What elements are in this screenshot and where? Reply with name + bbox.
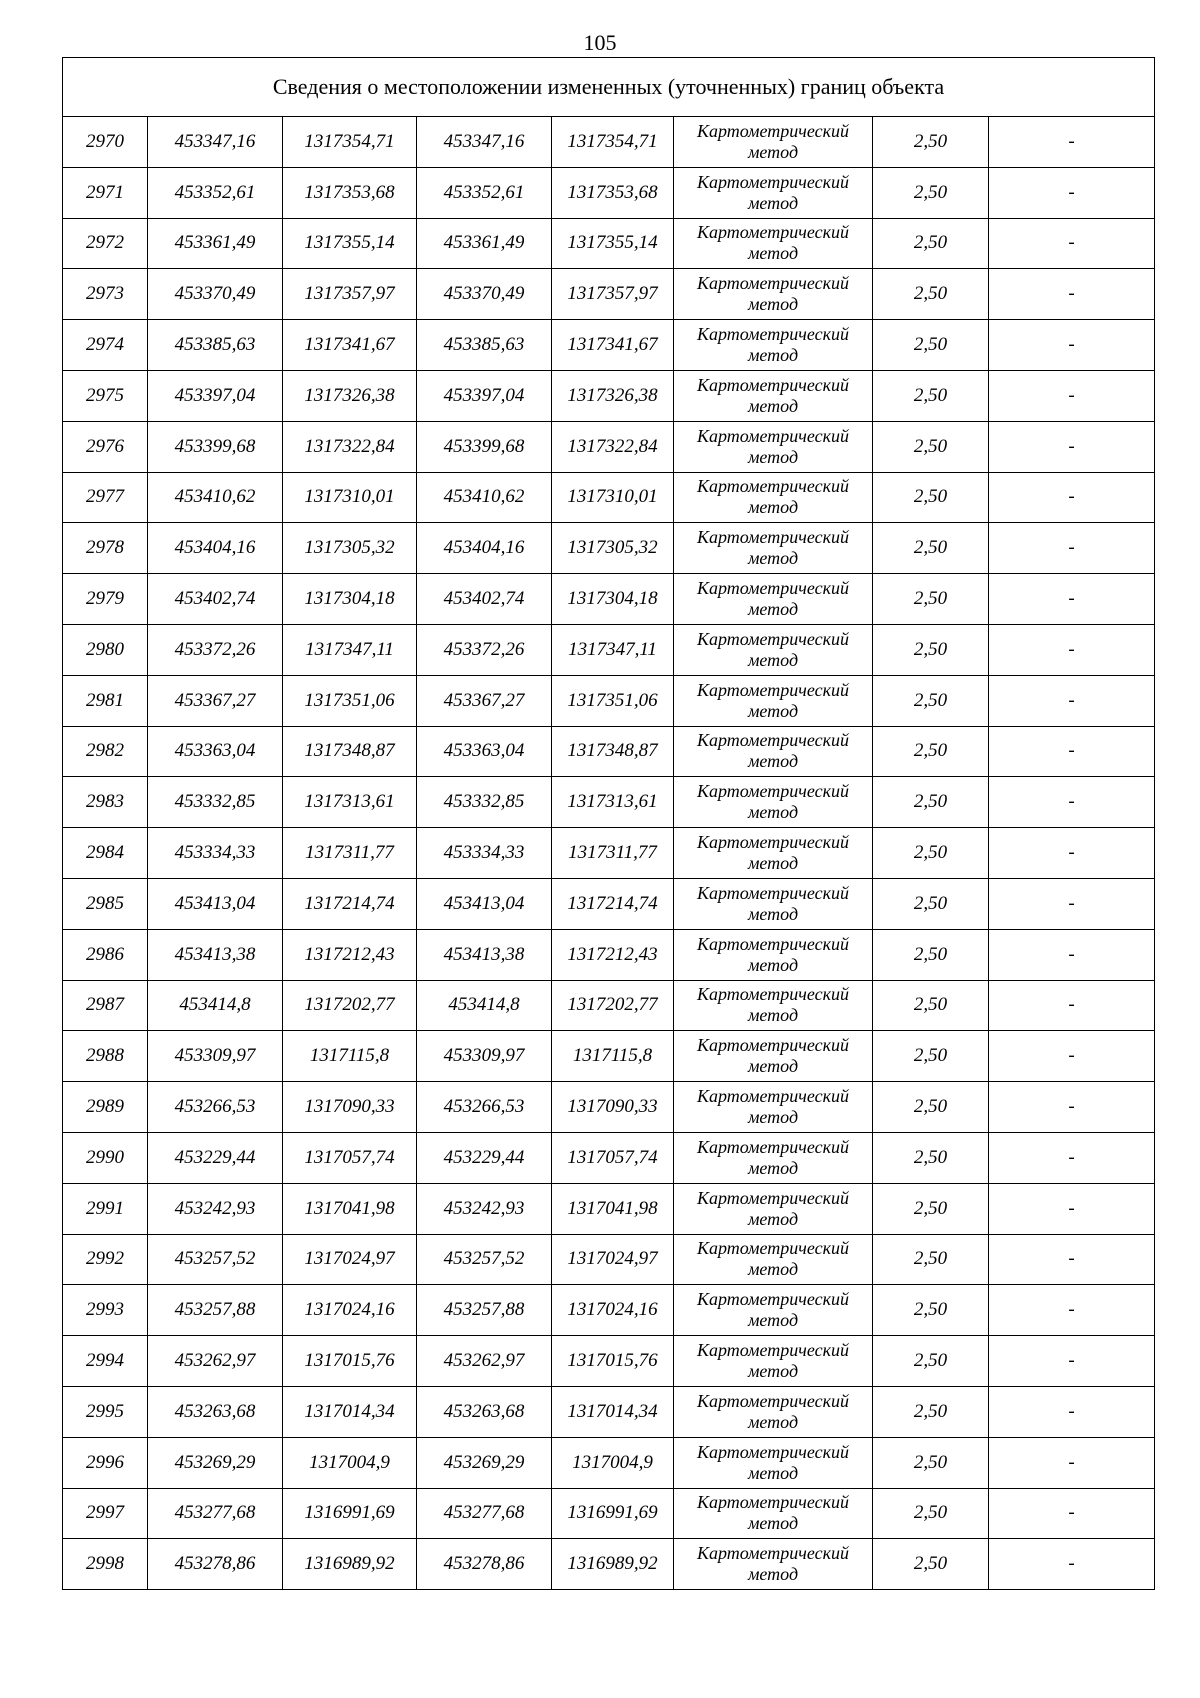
point-number-cell: 2972 <box>63 218 148 269</box>
point-number-cell: 2973 <box>63 269 148 320</box>
note-cell: - <box>989 523 1155 574</box>
method-cell: Картометрический метод <box>674 777 873 828</box>
refined-y-cell: 1317057,74 <box>552 1132 674 1183</box>
table-row <box>63 828 1155 879</box>
refined-x-cell: 453410,62 <box>417 472 552 523</box>
point-number-cell: 2995 <box>63 1386 148 1437</box>
accuracy-cell: 2,50 <box>873 777 989 828</box>
table-row <box>63 777 1155 828</box>
accuracy-cell: 2,50 <box>873 218 989 269</box>
point-number-cell: 2997 <box>63 1488 148 1539</box>
refined-y-cell: 1317310,01 <box>552 472 674 523</box>
table-row <box>63 1234 1155 1285</box>
existing-x-cell: 453363,04 <box>148 726 283 777</box>
accuracy-cell: 2,50 <box>873 1336 989 1387</box>
existing-y-cell: 1317212,43 <box>283 929 417 980</box>
refined-y-cell: 1317014,34 <box>552 1386 674 1437</box>
existing-x-cell: 453263,68 <box>148 1386 283 1437</box>
note-cell: - <box>989 574 1155 625</box>
existing-y-cell: 1317041,98 <box>283 1183 417 1234</box>
point-number-cell: 2983 <box>63 777 148 828</box>
accuracy-cell: 2,50 <box>873 1183 989 1234</box>
existing-y-cell: 1317355,14 <box>283 218 417 269</box>
accuracy-cell: 2,50 <box>873 320 989 371</box>
existing-y-cell: 1317326,38 <box>283 370 417 421</box>
refined-y-cell: 1317024,97 <box>552 1234 674 1285</box>
note-cell: - <box>989 1183 1155 1234</box>
note-cell: - <box>989 1539 1155 1590</box>
existing-y-cell: 1317024,97 <box>283 1234 417 1285</box>
point-number-cell: 2980 <box>63 624 148 675</box>
existing-x-cell: 453257,52 <box>148 1234 283 1285</box>
refined-y-cell: 1317090,33 <box>552 1082 674 1133</box>
table-row <box>63 167 1155 218</box>
accuracy-cell: 2,50 <box>873 1082 989 1133</box>
table-row <box>63 624 1155 675</box>
accuracy-cell: 2,50 <box>873 1285 989 1336</box>
existing-y-cell: 1317024,16 <box>283 1285 417 1336</box>
table-row <box>63 117 1155 168</box>
existing-x-cell: 453257,88 <box>148 1285 283 1336</box>
existing-x-cell: 453332,85 <box>148 777 283 828</box>
note-cell: - <box>989 167 1155 218</box>
method-cell: Картометрический метод <box>674 1031 873 1082</box>
table-row <box>63 1336 1155 1387</box>
accuracy-cell: 2,50 <box>873 472 989 523</box>
existing-y-cell: 1317353,68 <box>283 167 417 218</box>
existing-y-cell: 1317348,87 <box>283 726 417 777</box>
refined-x-cell: 453266,53 <box>417 1082 552 1133</box>
accuracy-cell: 2,50 <box>873 370 989 421</box>
accuracy-cell: 2,50 <box>873 1386 989 1437</box>
existing-y-cell: 1316991,69 <box>283 1488 417 1539</box>
existing-x-cell: 453352,61 <box>148 167 283 218</box>
page-number: 105 <box>583 30 617 55</box>
refined-x-cell: 453385,63 <box>417 320 552 371</box>
method-cell: Картометрический метод <box>674 218 873 269</box>
method-cell: Картометрический метод <box>674 117 873 168</box>
accuracy-cell: 2,50 <box>873 1234 989 1285</box>
method-cell: Картометрический метод <box>674 1488 873 1539</box>
table-row <box>63 218 1155 269</box>
existing-y-cell: 1317313,61 <box>283 777 417 828</box>
boundary-coordinates-table <box>62 57 1155 1590</box>
point-number-cell: 2994 <box>63 1336 148 1387</box>
note-cell: - <box>989 1031 1155 1082</box>
refined-y-cell: 1317313,61 <box>552 777 674 828</box>
method-cell: Картометрический метод <box>674 726 873 777</box>
method-cell: Картометрический метод <box>674 167 873 218</box>
refined-y-cell: 1316989,92 <box>552 1539 674 1590</box>
table-row <box>63 675 1155 726</box>
existing-x-cell: 453266,53 <box>148 1082 283 1133</box>
note-cell: - <box>989 675 1155 726</box>
point-number-cell: 2993 <box>63 1285 148 1336</box>
refined-x-cell: 453363,04 <box>417 726 552 777</box>
method-cell: Картометрический метод <box>674 320 873 371</box>
existing-x-cell: 453269,29 <box>148 1437 283 1488</box>
table-row <box>63 726 1155 777</box>
method-cell: Картометрический метод <box>674 980 873 1031</box>
existing-x-cell: 453410,62 <box>148 472 283 523</box>
point-number-cell: 2977 <box>63 472 148 523</box>
point-number-cell: 2984 <box>63 828 148 879</box>
table-title-row <box>63 58 1155 117</box>
accuracy-cell: 2,50 <box>873 878 989 929</box>
method-cell: Картометрический метод <box>674 929 873 980</box>
method-cell: Картометрический метод <box>674 1183 873 1234</box>
note-cell: - <box>989 1336 1155 1387</box>
table-row <box>63 1082 1155 1133</box>
table-body <box>63 117 1155 1590</box>
existing-x-cell: 453404,16 <box>148 523 283 574</box>
existing-y-cell: 1317090,33 <box>283 1082 417 1133</box>
table-row <box>63 878 1155 929</box>
refined-x-cell: 453332,85 <box>417 777 552 828</box>
refined-y-cell: 1317041,98 <box>552 1183 674 1234</box>
point-number-cell: 2989 <box>63 1082 148 1133</box>
method-cell: Картометрический метод <box>674 523 873 574</box>
point-number-cell: 2978 <box>63 523 148 574</box>
table-row <box>63 574 1155 625</box>
table-row <box>63 320 1155 371</box>
refined-x-cell: 453361,49 <box>417 218 552 269</box>
refined-x-cell: 453262,97 <box>417 1336 552 1387</box>
refined-y-cell: 1317348,87 <box>552 726 674 777</box>
existing-x-cell: 453277,68 <box>148 1488 283 1539</box>
table-row <box>63 980 1155 1031</box>
note-cell: - <box>989 1386 1155 1437</box>
table-row <box>63 472 1155 523</box>
note-cell: - <box>989 777 1155 828</box>
note-cell: - <box>989 1082 1155 1133</box>
refined-y-cell: 1317322,84 <box>552 421 674 472</box>
method-cell: Картометрический метод <box>674 1285 873 1336</box>
refined-x-cell: 453263,68 <box>417 1386 552 1437</box>
note-cell: - <box>989 828 1155 879</box>
accuracy-cell: 2,50 <box>873 167 989 218</box>
refined-x-cell: 453229,44 <box>417 1132 552 1183</box>
refined-y-cell: 1317351,06 <box>552 675 674 726</box>
accuracy-cell: 2,50 <box>873 1437 989 1488</box>
table-row <box>63 1285 1155 1336</box>
note-cell: - <box>989 624 1155 675</box>
refined-y-cell: 1317115,8 <box>552 1031 674 1082</box>
refined-y-cell: 1317354,71 <box>552 117 674 168</box>
refined-x-cell: 453242,93 <box>417 1183 552 1234</box>
note-cell: - <box>989 1132 1155 1183</box>
accuracy-cell: 2,50 <box>873 1488 989 1539</box>
point-number-cell: 2982 <box>63 726 148 777</box>
existing-x-cell: 453413,04 <box>148 878 283 929</box>
point-number-cell: 2971 <box>63 167 148 218</box>
point-number-cell: 2970 <box>63 117 148 168</box>
point-number-cell: 2976 <box>63 421 148 472</box>
accuracy-cell: 2,50 <box>873 1031 989 1082</box>
refined-x-cell: 453309,97 <box>417 1031 552 1082</box>
refined-x-cell: 453372,26 <box>417 624 552 675</box>
existing-x-cell: 453278,86 <box>148 1539 283 1590</box>
refined-y-cell: 1317212,43 <box>552 929 674 980</box>
refined-x-cell: 453367,27 <box>417 675 552 726</box>
existing-x-cell: 453347,16 <box>148 117 283 168</box>
note-cell: - <box>989 1437 1155 1488</box>
refined-x-cell: 453352,61 <box>417 167 552 218</box>
refined-y-cell: 1317353,68 <box>552 167 674 218</box>
existing-y-cell: 1317347,11 <box>283 624 417 675</box>
method-cell: Картометрический метод <box>674 269 873 320</box>
existing-y-cell: 1317004,9 <box>283 1437 417 1488</box>
refined-y-cell: 1317304,18 <box>552 574 674 625</box>
refined-y-cell: 1317355,14 <box>552 218 674 269</box>
note-cell: - <box>989 370 1155 421</box>
refined-x-cell: 453278,86 <box>417 1539 552 1590</box>
refined-x-cell: 453413,38 <box>417 929 552 980</box>
existing-x-cell: 453370,49 <box>148 269 283 320</box>
method-cell: Картометрический метод <box>674 421 873 472</box>
point-number-cell: 2975 <box>63 370 148 421</box>
refined-x-cell: 453402,74 <box>417 574 552 625</box>
method-cell: Картометрический метод <box>674 1234 873 1285</box>
table-title: Сведения о местоположении измененных (уточненных) границ объекта <box>63 58 1155 117</box>
existing-y-cell: 1316989,92 <box>283 1539 417 1590</box>
table-row <box>63 269 1155 320</box>
accuracy-cell: 2,50 <box>873 269 989 320</box>
existing-x-cell: 453402,74 <box>148 574 283 625</box>
existing-y-cell: 1317014,34 <box>283 1386 417 1437</box>
existing-y-cell: 1317310,01 <box>283 472 417 523</box>
table-row <box>63 523 1155 574</box>
table-row <box>63 1031 1155 1082</box>
table-row <box>63 1386 1155 1437</box>
method-cell: Картометрический метод <box>674 878 873 929</box>
refined-y-cell: 1317024,16 <box>552 1285 674 1336</box>
table-row <box>63 1437 1155 1488</box>
note-cell: - <box>989 269 1155 320</box>
accuracy-cell: 2,50 <box>873 523 989 574</box>
existing-x-cell: 453385,63 <box>148 320 283 371</box>
refined-y-cell: 1317305,32 <box>552 523 674 574</box>
existing-y-cell: 1317351,06 <box>283 675 417 726</box>
refined-x-cell: 453413,04 <box>417 878 552 929</box>
refined-x-cell: 453334,33 <box>417 828 552 879</box>
existing-x-cell: 453399,68 <box>148 421 283 472</box>
note-cell: - <box>989 421 1155 472</box>
method-cell: Картометрический метод <box>674 1132 873 1183</box>
note-cell: - <box>989 1234 1155 1285</box>
existing-x-cell: 453397,04 <box>148 370 283 421</box>
existing-x-cell: 453309,97 <box>148 1031 283 1082</box>
existing-y-cell: 1317015,76 <box>283 1336 417 1387</box>
refined-x-cell: 453414,8 <box>417 980 552 1031</box>
note-cell: - <box>989 1285 1155 1336</box>
existing-x-cell: 453229,44 <box>148 1132 283 1183</box>
point-number-cell: 2992 <box>63 1234 148 1285</box>
existing-y-cell: 1317357,97 <box>283 269 417 320</box>
refined-y-cell: 1317004,9 <box>552 1437 674 1488</box>
existing-x-cell: 453413,38 <box>148 929 283 980</box>
existing-y-cell: 1317304,18 <box>283 574 417 625</box>
refined-y-cell: 1317347,11 <box>552 624 674 675</box>
accuracy-cell: 2,50 <box>873 624 989 675</box>
note-cell: - <box>989 117 1155 168</box>
point-number-cell: 2998 <box>63 1539 148 1590</box>
refined-x-cell: 453269,29 <box>417 1437 552 1488</box>
refined-x-cell: 453347,16 <box>417 117 552 168</box>
existing-x-cell: 453372,26 <box>148 624 283 675</box>
refined-x-cell: 453397,04 <box>417 370 552 421</box>
refined-y-cell: 1317311,77 <box>552 828 674 879</box>
refined-y-cell: 1317202,77 <box>552 980 674 1031</box>
point-number-cell: 2986 <box>63 929 148 980</box>
refined-x-cell: 453370,49 <box>417 269 552 320</box>
method-cell: Картометрический метод <box>674 1336 873 1387</box>
accuracy-cell: 2,50 <box>873 421 989 472</box>
existing-x-cell: 453262,97 <box>148 1336 283 1387</box>
accuracy-cell: 2,50 <box>873 675 989 726</box>
method-cell: Картометрический метод <box>674 675 873 726</box>
existing-y-cell: 1317341,67 <box>283 320 417 371</box>
existing-y-cell: 1317202,77 <box>283 980 417 1031</box>
refined-x-cell: 453399,68 <box>417 421 552 472</box>
table-row <box>63 1488 1155 1539</box>
point-number-cell: 2987 <box>63 980 148 1031</box>
refined-y-cell: 1317341,67 <box>552 320 674 371</box>
point-number-cell: 2991 <box>63 1183 148 1234</box>
accuracy-cell: 2,50 <box>873 980 989 1031</box>
point-number-cell: 2988 <box>63 1031 148 1082</box>
method-cell: Картометрический метод <box>674 1539 873 1590</box>
existing-y-cell: 1317305,32 <box>283 523 417 574</box>
existing-x-cell: 453242,93 <box>148 1183 283 1234</box>
note-cell: - <box>989 1488 1155 1539</box>
point-number-cell: 2985 <box>63 878 148 929</box>
accuracy-cell: 2,50 <box>873 828 989 879</box>
table-row <box>63 1183 1155 1234</box>
point-number-cell: 2990 <box>63 1132 148 1183</box>
existing-y-cell: 1317354,71 <box>283 117 417 168</box>
method-cell: Картометрический метод <box>674 624 873 675</box>
method-cell: Картометрический метод <box>674 828 873 879</box>
method-cell: Картометрический метод <box>674 1082 873 1133</box>
method-cell: Картометрический метод <box>674 1386 873 1437</box>
accuracy-cell: 2,50 <box>873 117 989 168</box>
existing-y-cell: 1317115,8 <box>283 1031 417 1082</box>
note-cell: - <box>989 472 1155 523</box>
accuracy-cell: 2,50 <box>873 1539 989 1590</box>
refined-x-cell: 453257,52 <box>417 1234 552 1285</box>
existing-x-cell: 453334,33 <box>148 828 283 879</box>
accuracy-cell: 2,50 <box>873 574 989 625</box>
point-number-cell: 2979 <box>63 574 148 625</box>
refined-x-cell: 453404,16 <box>417 523 552 574</box>
table-row <box>63 929 1155 980</box>
method-cell: Картометрический метод <box>674 1437 873 1488</box>
table-row <box>63 421 1155 472</box>
existing-x-cell: 453414,8 <box>148 980 283 1031</box>
refined-y-cell: 1317214,74 <box>552 878 674 929</box>
existing-x-cell: 453367,27 <box>148 675 283 726</box>
table-row <box>63 1132 1155 1183</box>
refined-y-cell: 1317326,38 <box>552 370 674 421</box>
note-cell: - <box>989 218 1155 269</box>
table-row <box>63 1539 1155 1590</box>
accuracy-cell: 2,50 <box>873 929 989 980</box>
method-cell: Картометрический метод <box>674 472 873 523</box>
point-number-cell: 2996 <box>63 1437 148 1488</box>
point-number-cell: 2974 <box>63 320 148 371</box>
method-cell: Картометрический метод <box>674 370 873 421</box>
refined-y-cell: 1317015,76 <box>552 1336 674 1387</box>
note-cell: - <box>989 878 1155 929</box>
refined-x-cell: 453257,88 <box>417 1285 552 1336</box>
note-cell: - <box>989 320 1155 371</box>
note-cell: - <box>989 929 1155 980</box>
existing-y-cell: 1317322,84 <box>283 421 417 472</box>
refined-y-cell: 1316991,69 <box>552 1488 674 1539</box>
accuracy-cell: 2,50 <box>873 1132 989 1183</box>
note-cell: - <box>989 980 1155 1031</box>
point-number-cell: 2981 <box>63 675 148 726</box>
refined-y-cell: 1317357,97 <box>552 269 674 320</box>
existing-y-cell: 1317311,77 <box>283 828 417 879</box>
table-row <box>63 370 1155 421</box>
existing-y-cell: 1317214,74 <box>283 878 417 929</box>
refined-x-cell: 453277,68 <box>417 1488 552 1539</box>
note-cell: - <box>989 726 1155 777</box>
existing-x-cell: 453361,49 <box>148 218 283 269</box>
method-cell: Картометрический метод <box>674 574 873 625</box>
existing-y-cell: 1317057,74 <box>283 1132 417 1183</box>
accuracy-cell: 2,50 <box>873 726 989 777</box>
